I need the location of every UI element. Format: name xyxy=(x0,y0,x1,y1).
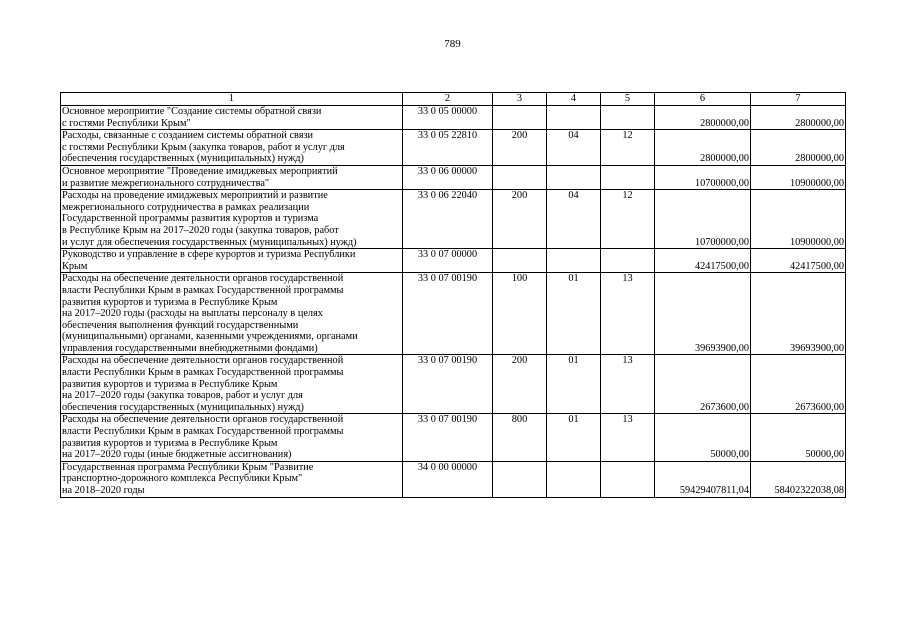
row-section-cell: 04 xyxy=(547,190,601,249)
row-expense-type-cell xyxy=(493,106,547,130)
row-amount-1-cell: 10700000,00 xyxy=(655,165,751,189)
row-amount-1-cell: 2673600,00 xyxy=(655,355,751,414)
row-amount-1-cell: 42417500,00 xyxy=(655,249,751,273)
row-code-cell: 33 0 06 22040 xyxy=(403,190,493,249)
row-amount-2-cell: 50000,00 xyxy=(751,414,846,461)
header-cell-3: 3 xyxy=(493,93,547,106)
row-section-cell: 04 xyxy=(547,130,601,166)
header-cell-6: 6 xyxy=(655,93,751,106)
row-subsection-cell: 13 xyxy=(601,273,655,355)
row-expense-type-cell xyxy=(493,165,547,189)
row-expense-type-cell: 200 xyxy=(493,190,547,249)
header-cell-5: 5 xyxy=(601,93,655,106)
row-amount-2-cell: 39693900,00 xyxy=(751,273,846,355)
row-section-cell: 01 xyxy=(547,273,601,355)
row-section-cell xyxy=(547,249,601,273)
row-subsection-cell: 13 xyxy=(601,355,655,414)
row-amount-2-cell: 58402322038,08 xyxy=(751,461,846,497)
table-row xyxy=(61,190,846,249)
row-name-cell: Основное мероприятие "Создание системы обратной связи с гостями Республики Крым" xyxy=(61,106,403,130)
row-code-cell: 33 0 07 00000 xyxy=(403,249,493,273)
page-number: 789 xyxy=(444,38,461,50)
table-row xyxy=(61,414,846,461)
row-code-cell: 33 0 05 22810 xyxy=(403,130,493,166)
row-code-cell: 34 0 00 00000 xyxy=(403,461,493,497)
row-amount-1-cell: 39693900,00 xyxy=(655,273,751,355)
row-subsection-cell: 12 xyxy=(601,190,655,249)
row-subsection-cell: 13 xyxy=(601,414,655,461)
table-row xyxy=(61,106,846,130)
row-expense-type-cell: 800 xyxy=(493,414,547,461)
row-code-cell: 33 0 05 00000 xyxy=(403,106,493,130)
row-subsection-cell xyxy=(601,461,655,497)
row-amount-2-cell: 10900000,00 xyxy=(751,190,846,249)
row-expense-type-cell: 200 xyxy=(493,130,547,166)
row-amount-2-cell: 2800000,00 xyxy=(751,106,846,130)
row-section-cell xyxy=(547,165,601,189)
row-amount-1-cell: 59429407811,04 xyxy=(655,461,751,497)
row-amount-2-cell: 10900000,00 xyxy=(751,165,846,189)
row-expense-type-cell: 200 xyxy=(493,355,547,414)
header-cell-1: 1 xyxy=(61,93,403,106)
table-row xyxy=(61,130,846,166)
row-amount-2-cell: 42417500,00 xyxy=(751,249,846,273)
row-amount-1-cell: 50000,00 xyxy=(655,414,751,461)
row-name-cell: Руководство и управление в сфере курортов и туризма Республики Крым xyxy=(61,249,403,273)
row-name-cell: Расходы на обеспечение деятельности органов государственной власти Республики Крым в рамках Государственной программы развития курортов и туризма в Республике Крым на 2017–2020 годы (закупка товаров, работ и услуг для обеспечения государственных (муниципальных) нужд) xyxy=(61,355,403,414)
row-section-cell xyxy=(547,106,601,130)
row-name-cell: Государственная программа Республики Крым "Развитие транспортно-дорожного комплекса Республики Крым" на 2018–2020 годы xyxy=(61,461,403,497)
table-row xyxy=(61,165,846,189)
row-amount-2-cell: 2673600,00 xyxy=(751,355,846,414)
row-subsection-cell xyxy=(601,249,655,273)
table-row xyxy=(61,249,846,273)
row-subsection-cell xyxy=(601,106,655,130)
row-name-cell: Расходы на проведение имиджевых мероприятий и развитие межрегионального сотрудничества в рамках реализации Государственной программы развития курортов и туризма в Республике Крым на 2017–2020 годы (закупка товаров, работ и услуг для обеспечения государственных (муниципальных) нужд) xyxy=(61,190,403,249)
table-body xyxy=(61,93,846,498)
row-section-cell xyxy=(547,461,601,497)
row-expense-type-cell xyxy=(493,249,547,273)
row-subsection-cell xyxy=(601,165,655,189)
header-row xyxy=(61,93,846,106)
row-code-cell: 33 0 06 00000 xyxy=(403,165,493,189)
row-name-cell: Расходы, связанные с созданием системы обратной связи с гостями Республики Крым (закупка товаров, работ и услуг для обеспечения государственных (муниципальных) нужд) xyxy=(61,130,403,166)
row-amount-1-cell: 2800000,00 xyxy=(655,130,751,166)
header-cell-2: 2 xyxy=(403,93,493,106)
row-code-cell: 33 0 07 00190 xyxy=(403,273,493,355)
row-expense-type-cell xyxy=(493,461,547,497)
row-section-cell: 01 xyxy=(547,414,601,461)
header-cell-4: 4 xyxy=(547,93,601,106)
row-name-cell: Основное мероприятие "Проведение имиджевых мероприятий и развитие межрегионального сотрудничества" xyxy=(61,165,403,189)
budget-table xyxy=(60,92,846,498)
row-amount-1-cell: 2800000,00 xyxy=(655,106,751,130)
row-name-cell: Расходы на обеспечение деятельности органов государственной власти Республики Крым в рамках Государственной программы развития курортов и туризма в Республике Крым на 2017–2020 годы (расходы на выплаты персоналу в целях обеспечения выполнения функций государственными (муниципальными) органами, казенными учреждениями, органами управления государственными внебюджетными фондами) xyxy=(61,273,403,355)
header-cell-7: 7 xyxy=(751,93,846,106)
row-code-cell: 33 0 07 00190 xyxy=(403,414,493,461)
table-row xyxy=(61,355,846,414)
row-section-cell: 01 xyxy=(547,355,601,414)
row-amount-1-cell: 10700000,00 xyxy=(655,190,751,249)
row-code-cell: 33 0 07 00190 xyxy=(403,355,493,414)
row-amount-2-cell: 2800000,00 xyxy=(751,130,846,166)
row-subsection-cell: 12 xyxy=(601,130,655,166)
row-expense-type-cell: 100 xyxy=(493,273,547,355)
table-row xyxy=(61,461,846,497)
row-name-cell: Расходы на обеспечение деятельности органов государственной власти Республики Крым в рамках Государственной программы развития курортов и туризма в Республике Крым на 2017–2020 годы (иные бюджетные ассигнования) xyxy=(61,414,403,461)
table-row xyxy=(61,273,846,355)
